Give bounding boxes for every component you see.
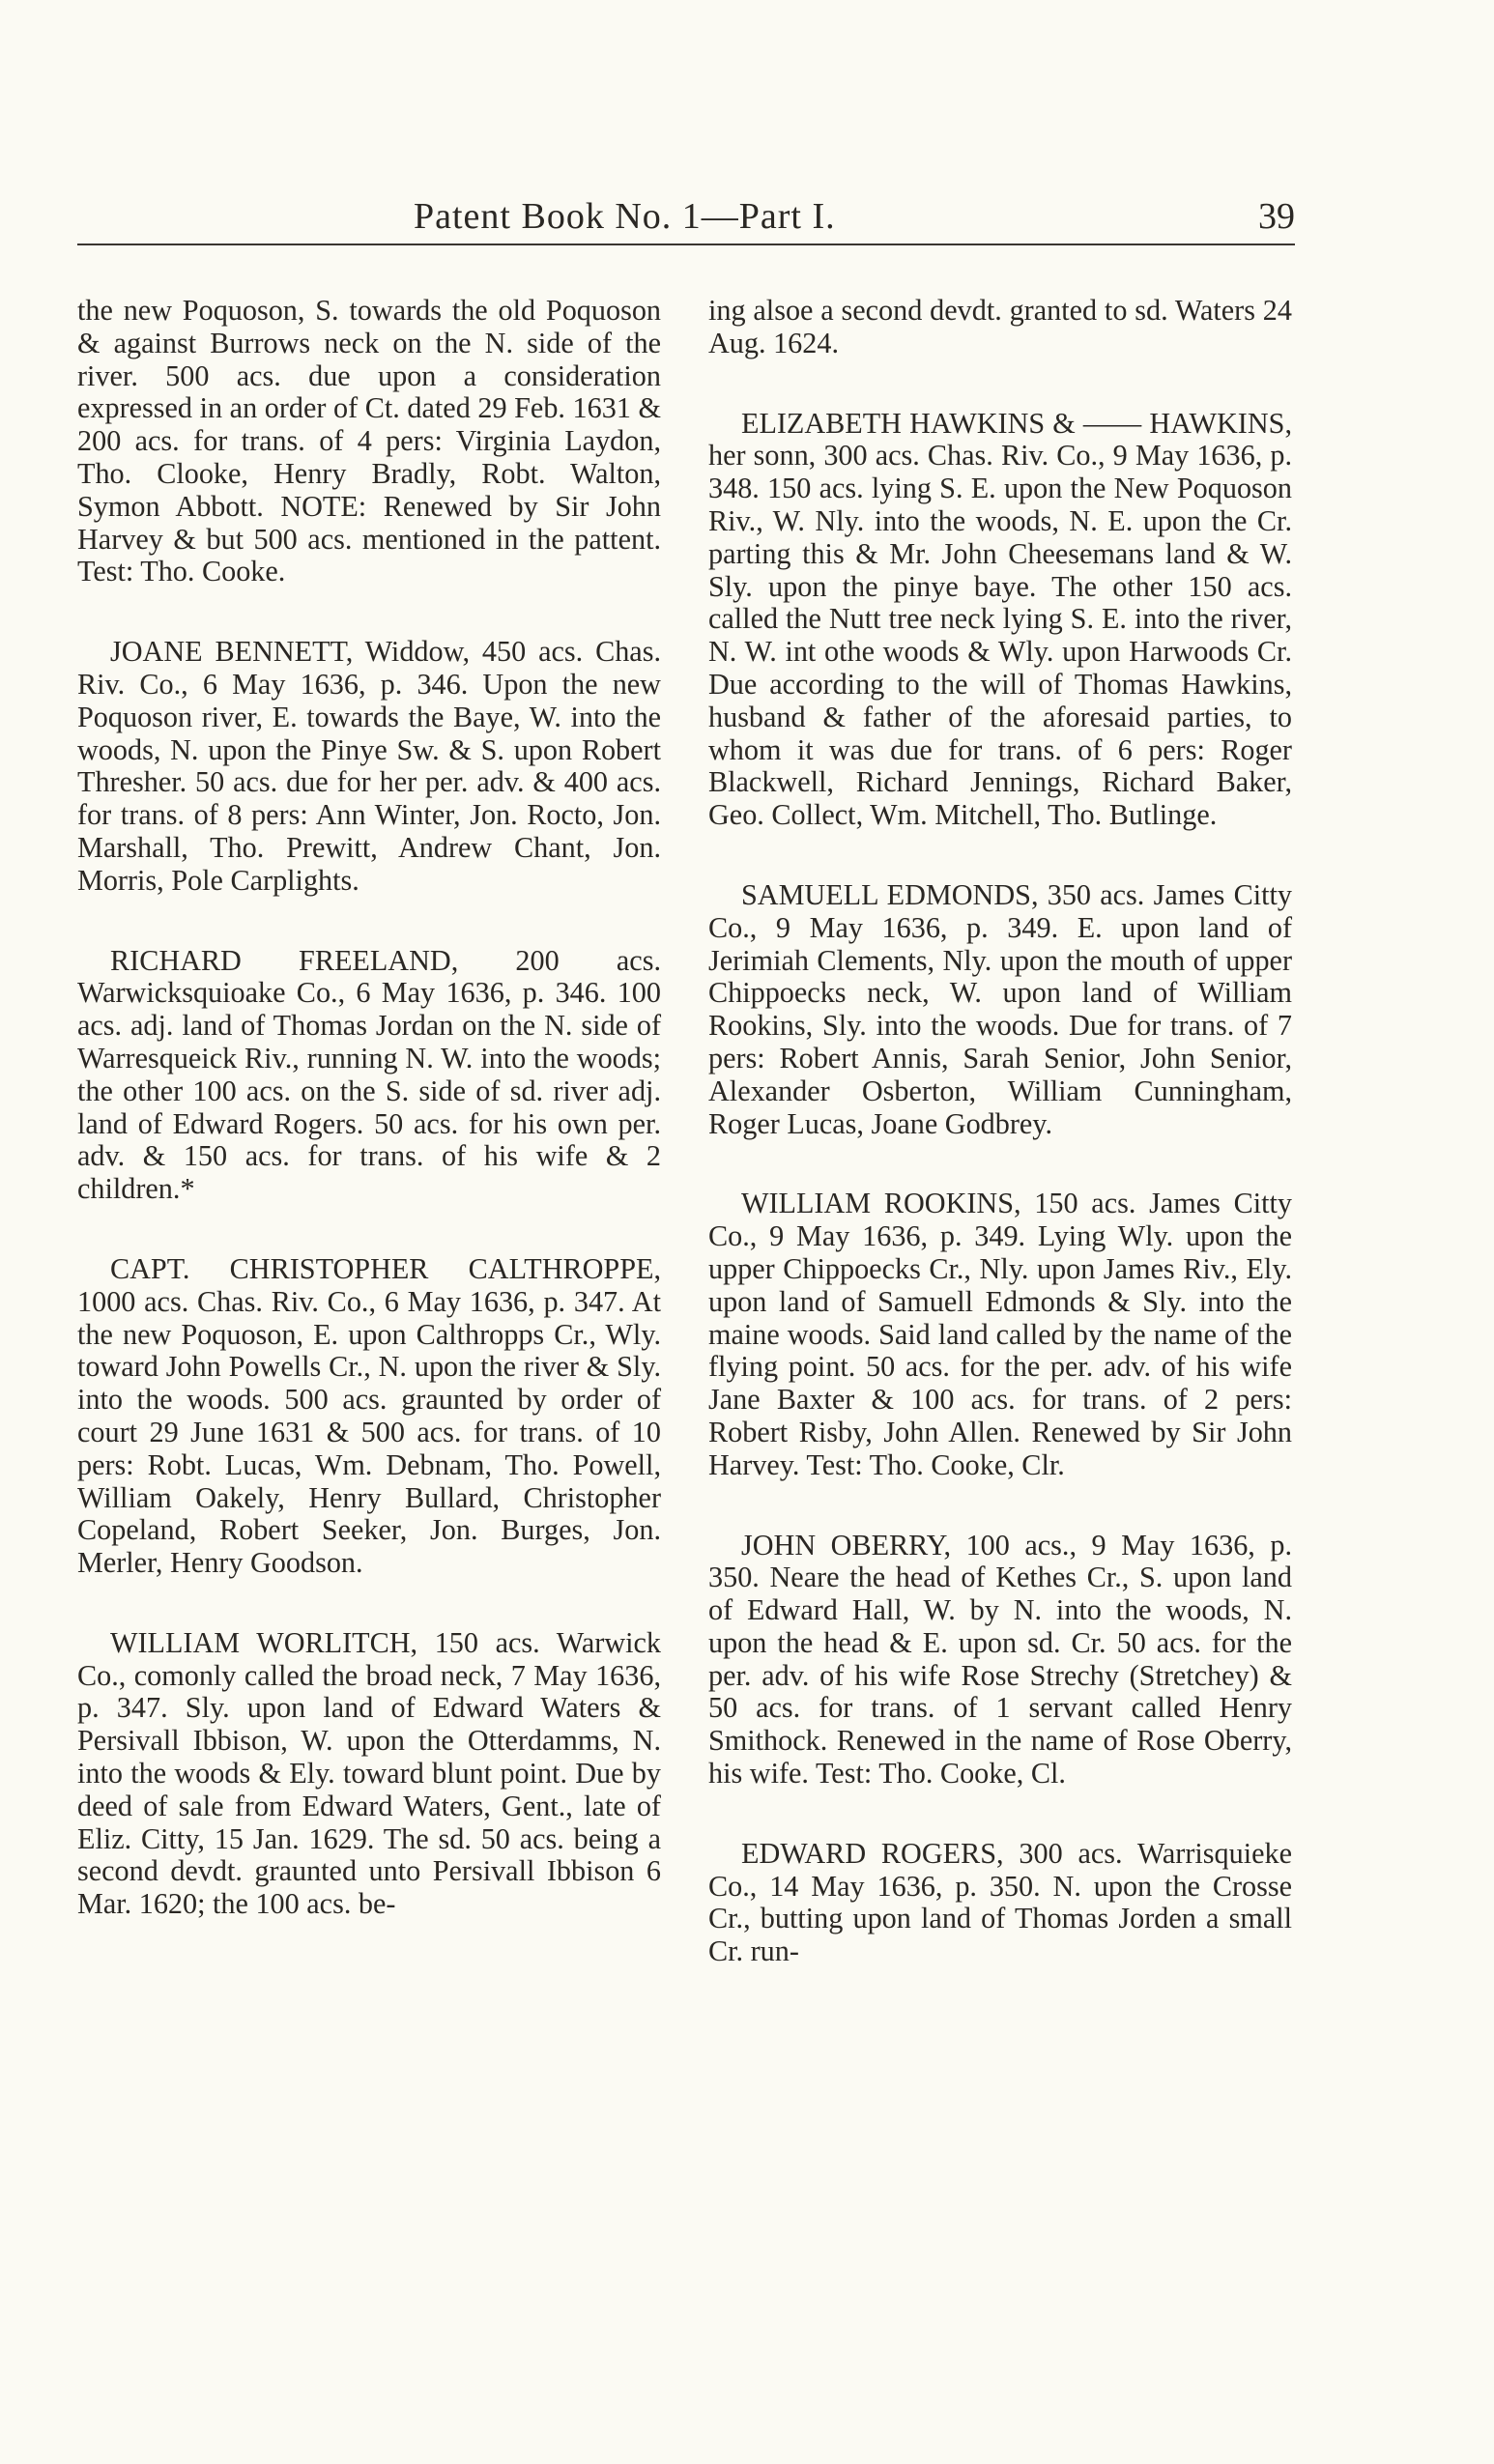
patent-entry: ing alsoe a second devdt. granted to sd. Waters 24 Aug. 1624. [708, 294, 1292, 359]
patent-entry: WILLIAM WORLITCH, 150 acs. Warwick Co., comonly called the broad neck, 7 May 1636, p. 347. Sly. upon land of Edward Waters & Persivall Ibbison, W. upon the Otterdamms, N. into the woods & Ely. toward blunt point. Due by deed of sale from Edward Waters, Gent., late of Eliz. Citty, 15 Jan. 1629. The sd. 50 acs. being a second devdt. graunted unto Persivall Ibbison 6 Mar. 1620; the 100 acs. be- [77, 1625, 661, 1921]
running-header [77, 189, 1295, 245]
patent-entry: EDWARD ROGERS, 300 acs. Warrisquieke Co., 14 May 1636, p. 350. N. upon the Crosse Cr., butting upon land of Thomas Jorden a small Cr. run- [708, 1836, 1292, 1968]
running-title: Patent Book No. 1—Part I. [414, 196, 836, 237]
page-number: 39 [1258, 196, 1295, 237]
patent-entry: SAMUELL EDMONDS, 350 acs. James Citty Co., 9 May 1636, p. 349. E. upon land of Jerimiah Clements, Nly. upon the mouth of upper Chippoecks neck, W. upon land of William Rookins, Sly. into the woods. Due for trans. of 7 pers: Robert Annis, Sarah Senior, John Senior, Alexander Osberton, William Cunningham, Roger Lucas, Joane Godbrey. [708, 877, 1292, 1140]
patent-entry: RICHARD FREELAND, 200 acs. Warwicksquioake Co., 6 May 1636, p. 346. 100 acs. adj. land of Thomas Jordan on the N. side of Warresqueick Riv., running N. W. into the woods; the other 100 acs. on the S. side of sd. river adj. land of Edward Rogers. 50 acs. for his own per. adv. & 150 acs. for trans. of his wife & 2 children.* [77, 943, 661, 1206]
patent-entry: WILLIAM ROOKINS, 150 acs. James Citty Co., 9 May 1636, p. 349. Lying Wly. upon the upper Chippoecks Cr., Nly. upon James Riv., Ely. upon land of Samuell Edmonds & Sly. into the maine woods. Said land called by the name of the flying point. 50 acs. for the per. adv. of his wife Jane Baxter & 100 acs. for trans. of 2 pers: Robert Risby, John Allen. Renewed by Sir John Harvey. Test: Tho. Cooke, Clr. [708, 1187, 1292, 1481]
right-column [708, 295, 1292, 1968]
left-column [77, 295, 661, 1921]
patent-entry: JOANE BENNETT, Widdow, 450 acs. Chas. Riv. Co., 6 May 1636, p. 346. Upon the new Poquoson river, E. towards the Baye, W. into the woods, N. upon the Pinye Sw. & S. upon Robert Thresher. 50 acs. due for her per. adv. & 400 acs. for trans. of 8 pers: Ann Winter, Jon. Rocto, Jon. Marshall, Tho. Prewitt, Andrew Chant, Jon. Morris, Pole Carplights. [77, 635, 661, 897]
patent-entry: ELIZABETH HAWKINS & —— HAWKINS, her sonn, 300 acs. Chas. Riv. Co., 9 May 1636, p. 348. 150 acs. lying S. E. upon the New Poquoson Riv., W. Nly. into the woods, N. E. upon the Cr. parting this & Mr. John Cheesemans land & W. Sly. upon the pinye baye. The other 150 acs. called the Nutt tree neck lying S. E. into the river, N. W. int othe woods & Wly. upon Harwoods Cr. Due according to the will of Thomas Hawkins, husband & father of the aforesaid parties, to whom it was due for trans. of 6 pers: Roger Blackwell, Richard Jennings, Richard Baker, Geo. Collect, Wm. Mitchell, Tho. Butlinge. [708, 406, 1292, 832]
patent-entry: JOHN OBERRY, 100 acs., 9 May 1636, p. 350. Neare the head of Kethes Cr., S. upon land of Edward Hall, W. by N. into the woods, N. upon the head & E. upon sd. Cr. 50 acs. for the per. adv. of his wife Rose Strechy (Stretchey) & 50 acs. for trans. of 1 servant called Henry Smithock. Renewed in the name of Rose Oberry, his wife. Test: Tho. Cooke, Cl. [708, 1528, 1292, 1791]
patent-entry: the new Poquoson, S. towards the old Poquoson & against Burrows neck on the N. side of the river. 500 acs. due upon a consideration expressed in an order of Ct. dated 29 Feb. 1631 & 200 acs. for trans. of 4 pers: Virginia Laydon, Tho. Clooke, Henry Bradly, Robt. Walton, Symon Abbott. NOTE: Renewed by Sir John Harvey & but 500 acs. mentioned in the pattent. Test: Tho. Cooke. [77, 294, 661, 588]
patent-entry: CAPT. CHRISTOPHER CALTHROPPE, 1000 acs. Chas. Riv. Co., 6 May 1636, p. 347. At the new Poquoson, E. upon Calthropps Cr., Wly. toward John Powells Cr., N. upon the river & Sly. into the woods. 500 acs. graunted by order of court 29 June 1631 & 500 acs. for trans. of 10 pers: Robt. Lucas, Wm. Debnam, Tho. Powell, William Oakely, Henry Bullard, Christopher Copeland, Robert Seeker, Jon. Burges, Jon. Merler, Henry Goodson. [77, 1251, 661, 1580]
